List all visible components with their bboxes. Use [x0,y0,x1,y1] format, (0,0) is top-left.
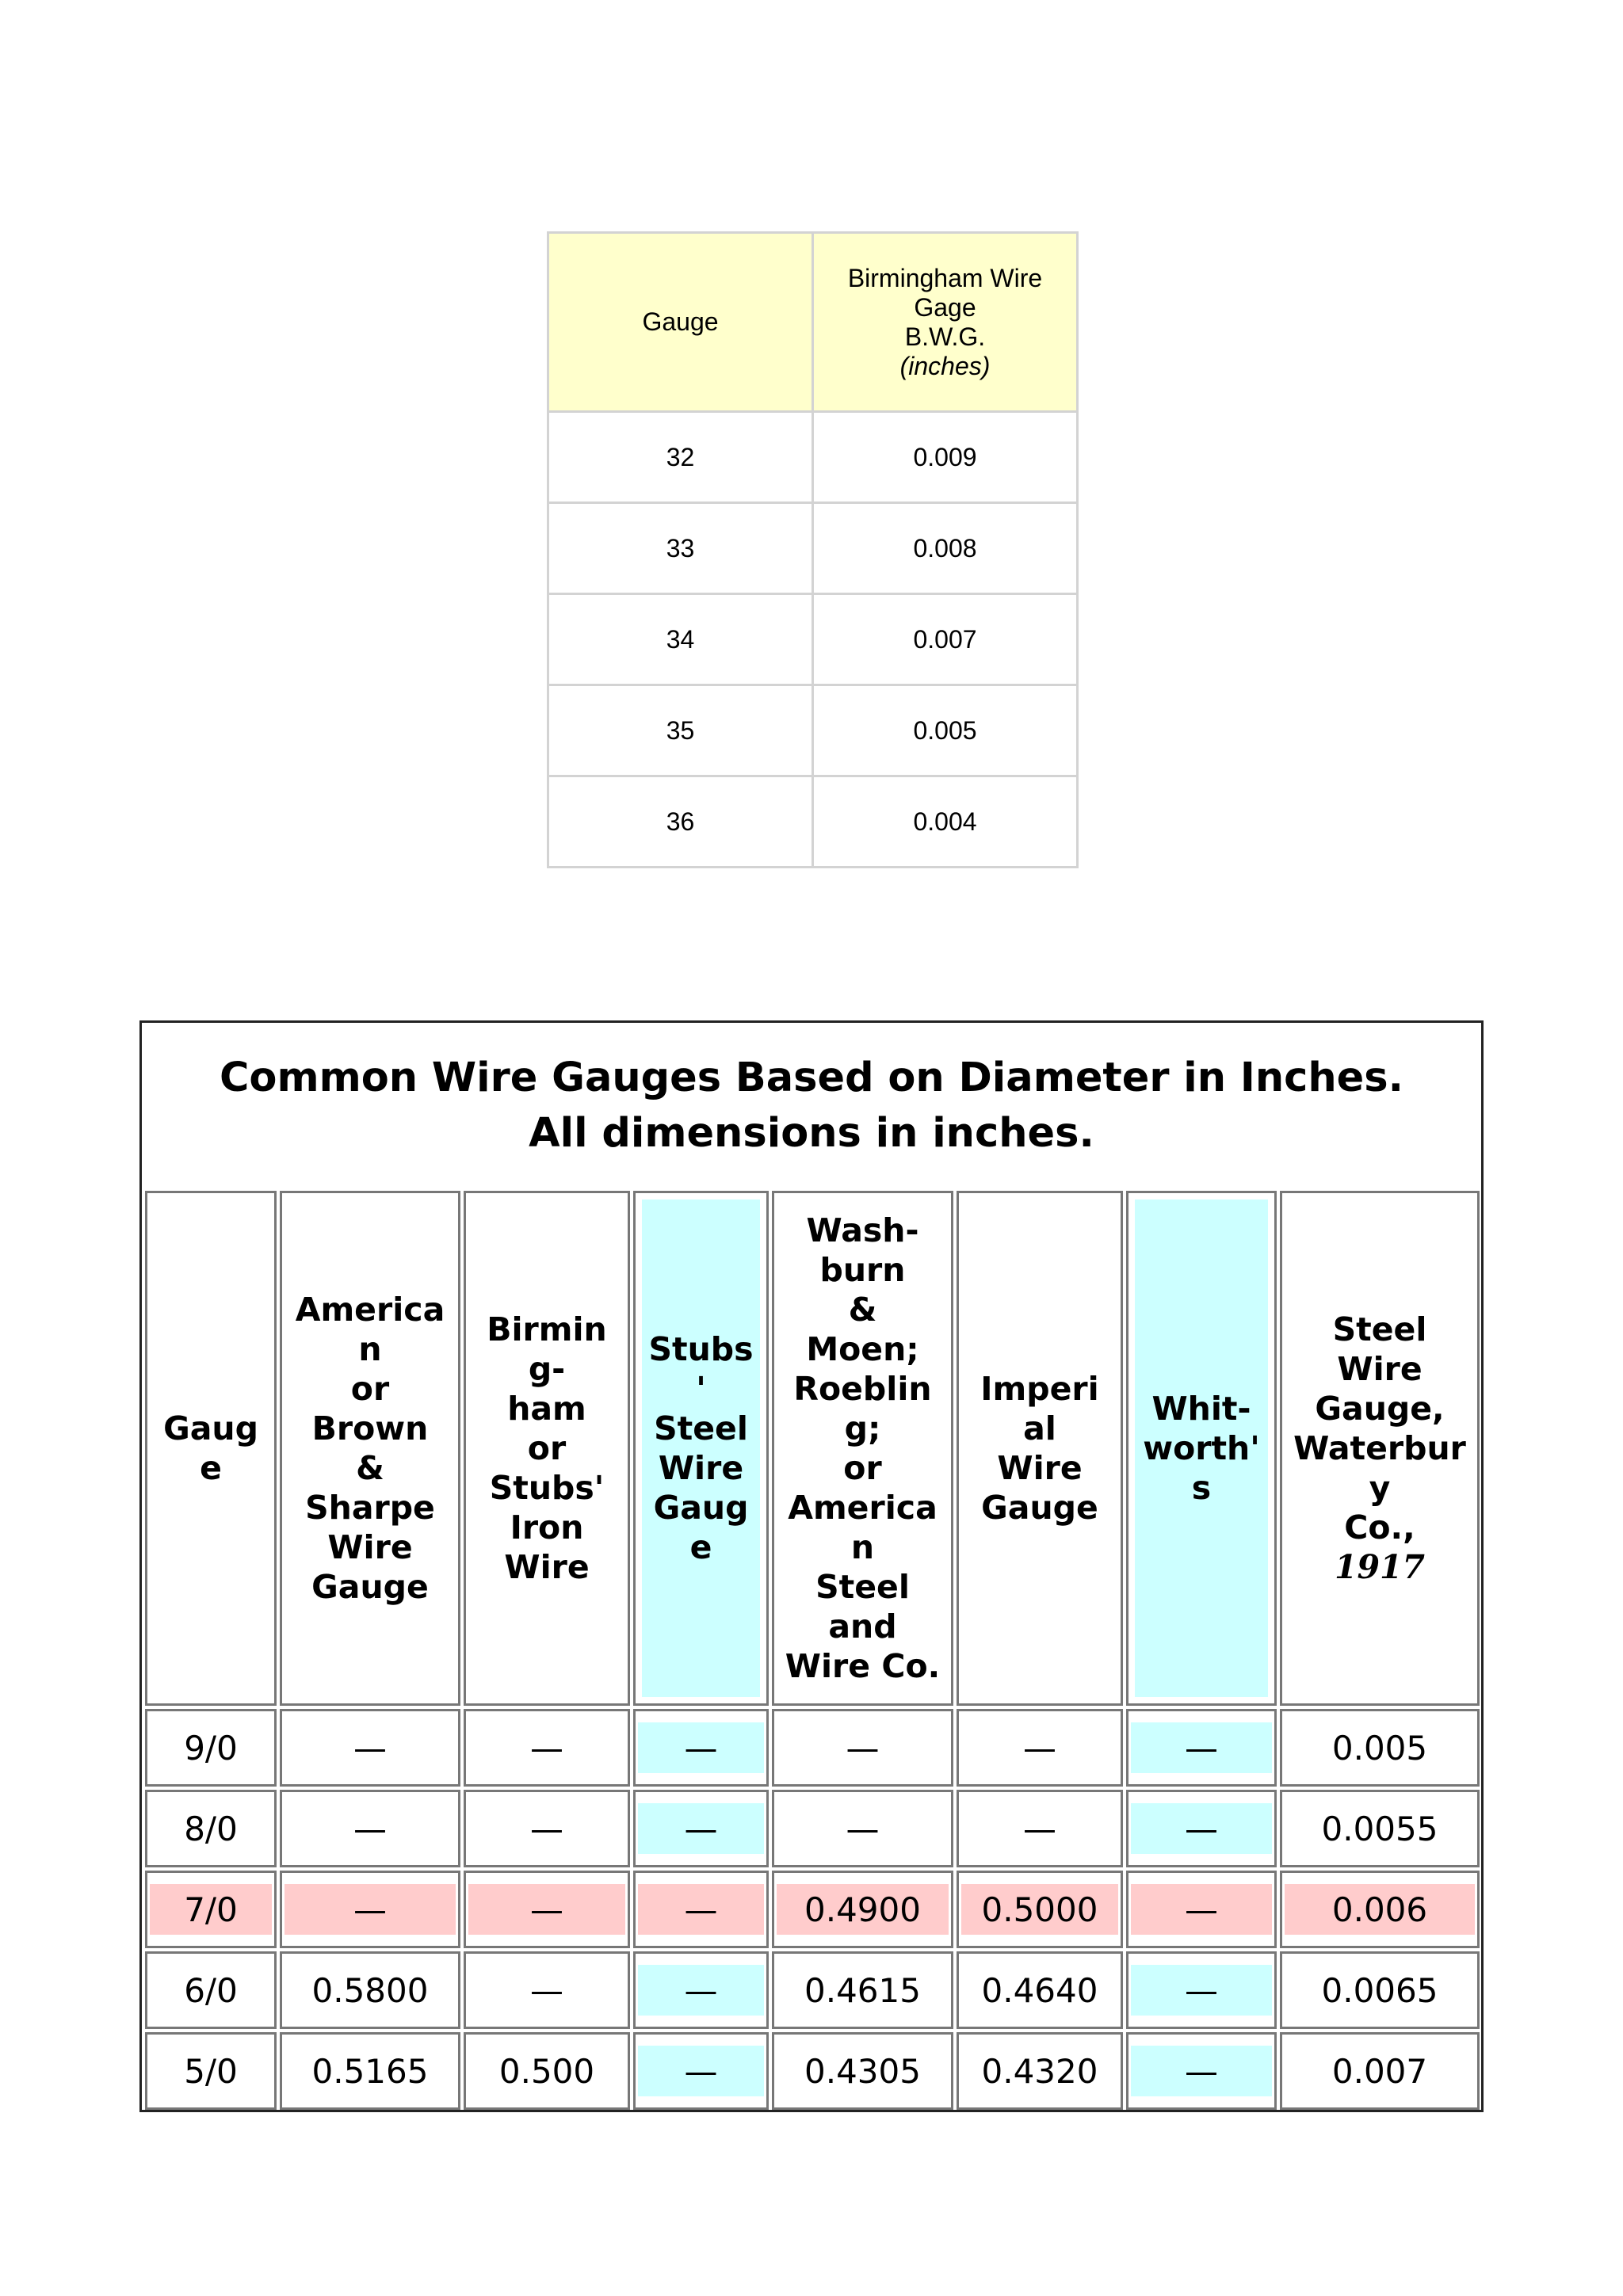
value-cell-stubs-steel [633,1709,769,1787]
header-text-line: Gaug [163,1409,258,1447]
bwg-header-bwg [813,233,1078,412]
header-text-line: n [850,1528,875,1566]
header-text-line: Birmin [487,1310,607,1348]
cell-text: — [1185,1809,1218,1848]
header-text-line: Moen; [806,1330,919,1368]
header-text-line: or [350,1370,390,1408]
table-row [548,503,1078,594]
cell-text: — [353,1809,387,1848]
bwg-table [547,231,1079,868]
table-row [548,412,1078,503]
bwg-gauge-cell: 35 [548,685,813,776]
bwg-header-unit: (inches) [899,351,991,380]
header-text-line: Brown [311,1409,429,1447]
value-cell-whitworth [1126,2032,1277,2110]
cell-text: 9/0 [184,1728,238,1768]
cell-text: 0.006 [1331,1890,1428,1929]
value-cell-birmingham [464,1951,630,2029]
header-text-line: Waterbur [1293,1429,1466,1467]
bwg-gauge-cell: 32 [548,412,813,503]
header-text-line: Stubs' [489,1469,605,1507]
value-cell-awg [280,1951,460,2029]
cell-text: — [353,1728,387,1768]
bwg-header-row [548,233,1078,412]
value-cell-steel-wire-waterbury [1280,1871,1480,1948]
value-cell-washburn-moen [772,1790,953,1867]
cell-text: — [846,1809,880,1848]
table-row [548,776,1078,868]
value-cell-washburn-moen [772,1709,953,1787]
header-text-line: Steel [815,1568,910,1606]
value-cell-birmingham [464,1871,630,1948]
header-text-line: g- [528,1350,566,1388]
cell-text: 0.4900 [804,1890,921,1929]
header-year: 1917 [1334,1548,1426,1586]
header-text-line: Gauge [981,1489,1098,1527]
header-text-line: Gauge [311,1568,429,1606]
value-cell-steel-wire-waterbury [1280,2032,1480,2110]
value-cell-imperial [957,1951,1123,2029]
header-text-line: Co., [1344,1508,1415,1547]
header-imperial [957,1191,1123,1706]
cell-text: — [684,1970,718,2010]
cell-text: 8/0 [184,1809,238,1848]
header-text-line: Gauge, [1315,1390,1445,1428]
header-awg [280,1191,460,1706]
value-cell-whitworth [1126,1790,1277,1867]
bwg-header-line: Gage [914,292,976,322]
header-text-line: ' [696,1370,706,1408]
cell-text: 0.4640 [981,1970,1098,2010]
header-text-line: Iron [510,1508,584,1547]
cell-text: 0.4305 [804,2051,921,2091]
value-cell-imperial [957,1871,1123,1948]
value-cell-awg [280,1709,460,1787]
value-cell-washburn-moen [772,2032,953,2110]
value-cell-awg [280,2032,460,2110]
value-cell-whitworth [1126,1871,1277,1948]
bwg-value-cell: 0.005 [813,685,1078,776]
cell-text: 0.500 [498,2051,595,2091]
header-text-line: y [1369,1469,1391,1507]
cell-text: — [530,1728,563,1768]
value-cell-imperial [957,1709,1123,1787]
header-text-line: g; [844,1409,881,1447]
cell-text: — [1185,1970,1218,2010]
value-cell-washburn-moen [772,1951,953,2029]
header-text-line: Wire Co. [785,1647,941,1685]
value-cell-stubs-steel [633,2032,769,2110]
value-cell-steel-wire-waterbury [1280,1709,1480,1787]
cell-text: — [684,1890,718,1929]
bwg-value-cell: 0.007 [813,594,1078,685]
cell-text: 0.5165 [311,2051,429,2091]
header-text-line: & [356,1449,384,1487]
header-steel-wire-waterbury [1280,1191,1480,1706]
cell-text: — [1185,2051,1218,2091]
value-cell-imperial [957,1790,1123,1867]
value-cell-whitworth [1126,1709,1277,1787]
value-cell-whitworth [1126,1951,1277,2029]
cell-text: — [1023,1809,1056,1848]
value-cell-birmingham [464,2032,630,2110]
header-text-line: or [527,1429,567,1467]
cell-text: — [530,1890,563,1929]
cell-text: 0.0055 [1321,1809,1438,1848]
header-text-line: Whit- [1151,1390,1251,1428]
header-text-line: or [843,1449,882,1487]
header-text-line: Wire [658,1449,744,1487]
value-cell-stubs-steel [633,1951,769,2029]
header-gauge [145,1191,277,1706]
bwg-value-cell: 0.008 [813,503,1078,594]
header-text-line: and [828,1608,897,1646]
table-row [548,685,1078,776]
cell-text: — [530,1809,563,1848]
header-whitworth [1126,1191,1277,1706]
table-row [548,594,1078,685]
cell-text: 0.007 [1331,2051,1428,2091]
value-cell-birmingham [464,1709,630,1787]
cell-text: — [530,1970,563,2010]
cell-text: — [846,1728,880,1768]
header-text-line: Gaug [653,1489,749,1527]
cell-text: — [353,1890,387,1929]
value-cell-stubs-steel [633,1790,769,1867]
value-cell-imperial [957,2032,1123,2110]
cell-text: — [684,1809,718,1848]
cell-text: — [1185,1890,1218,1929]
bwg-header-line: Birmingham Wire [847,263,1043,292]
header-birmingham [464,1191,630,1706]
bwg-gauge-cell: 34 [548,594,813,685]
header-text-line: & [848,1291,877,1329]
gauge-cell [145,1709,277,1787]
value-cell-stubs-steel [633,1871,769,1948]
caption-line-2: All dimensions in inches. [529,1110,1094,1157]
header-text-line: Wire [997,1449,1083,1487]
bwg-gauge-cell: 33 [548,503,813,594]
gauge-cell [145,1951,277,2029]
header-text-line: n [358,1330,382,1368]
bwg-gauge-cell: 36 [548,776,813,868]
value-cell-birmingham [464,1790,630,1867]
table-caption [142,1023,1481,1189]
header-text-line: Steel [654,1409,748,1447]
gauge-cell [145,1871,277,1948]
header-text-line: Wire [1337,1350,1423,1388]
header-text-line: America [295,1291,445,1329]
gauge-cell [145,1790,277,1867]
value-cell-awg [280,1871,460,1948]
cell-text: 5/0 [184,2051,238,2091]
header-text-line: Steel [1332,1310,1427,1348]
header-text-line: e [200,1449,222,1487]
value-cell-steel-wire-waterbury [1280,1790,1480,1867]
value-cell-awg [280,1790,460,1867]
caption-line-1: Common Wire Gauges Based on Diameter in Inches. [220,1055,1403,1101]
cell-text: — [684,2051,718,2091]
bwg-value-cell: 0.009 [813,412,1078,503]
cell-text: 0.5800 [311,1970,429,2010]
header-text-line: Wash- [806,1211,919,1249]
header-text-line: Sharpe [305,1489,435,1527]
header-text-line: ham [507,1390,586,1428]
header-text-line: Roeblin [793,1370,932,1408]
header-text-line: al [1023,1409,1056,1447]
header-text-line: e [689,1528,712,1566]
cell-text: 0.4615 [804,1970,921,2010]
cell-text: 7/0 [184,1890,238,1929]
header-washburn-moen [772,1191,953,1706]
cell-text: — [684,1728,718,1768]
cell-text: 0.005 [1331,1728,1428,1768]
header-text-line: Stubs [648,1330,754,1368]
header-text-line: s [1191,1469,1212,1507]
cell-text: 0.0065 [1321,1970,1438,2010]
header-text-line: Wire [504,1548,590,1586]
header-stubs-steel [633,1191,769,1706]
header-text-line: burn [819,1251,906,1289]
value-cell-washburn-moen [772,1871,953,1948]
cell-text: — [1023,1728,1056,1768]
wire-gauge-table [139,1020,1484,2112]
cell-text: 6/0 [184,1970,238,2010]
header-text-line: Wire [327,1528,413,1566]
header-text-line: worth' [1143,1429,1260,1467]
value-cell-steel-wire-waterbury [1280,1951,1480,2029]
cell-text: 0.5000 [981,1890,1098,1929]
bwg-value-cell: 0.004 [813,776,1078,868]
gauge-cell [145,2032,277,2110]
cell-text: 0.4320 [981,2051,1098,2091]
cell-text: — [1185,1728,1218,1768]
bwg-header-line: B.W.G. [904,322,986,351]
header-text-line: Imperi [980,1370,1099,1408]
bwg-header-gauge: Gauge [548,233,813,412]
header-text-line: America [788,1489,938,1527]
